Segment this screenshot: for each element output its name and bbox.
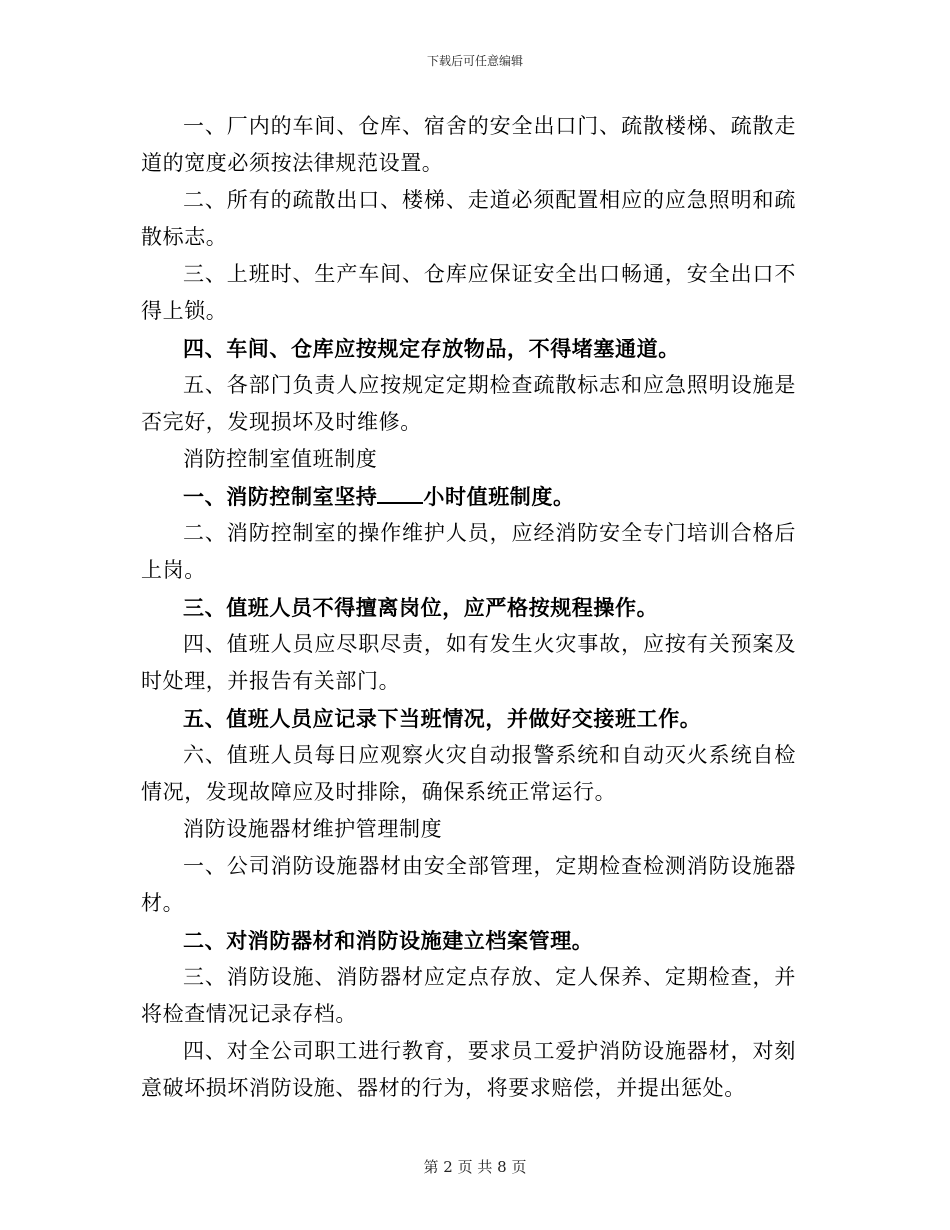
paragraph: 三、上班时、生产车间、仓库应保证安全出口畅通，安全出口不得上锁。	[141, 262, 796, 323]
document-body	[141, 108, 796, 1107]
paragraph: 四、值班人员应尽职尽责，如有发生火灾事故，应按有关预案及时处理，并报告有关部门。	[141, 632, 796, 693]
paragraph: 二、对消防器材和消防设施建立档案管理。	[183, 928, 594, 953]
paragraph: 四、车间、仓库应按规定存放物品，不得堵塞通道。	[183, 336, 680, 361]
section-title: 消防设施器材维护管理制度	[183, 817, 443, 841]
paragraph: 一、公司消防设施器材由安全部管理，定期检查检测消防设施器材。	[141, 854, 796, 915]
paragraph: 二、所有的疏散出口、楼梯、走道必须配置相应的应急照明和疏散标志。	[141, 188, 796, 249]
paragraph: 二、消防控制室的操作维护人员，应经消防安全专门培训合格后上岗。	[141, 521, 796, 582]
paragraph-text-before: 一、消防控制室坚持	[183, 484, 378, 509]
paragraph: 三、消防设施、消防器材应定点存放、定人保养、定期检查，并将检查情况记录存档。	[141, 965, 796, 1026]
paragraph	[141, 478, 796, 515]
paragraph: 四、对全公司职工进行教育，要求员工爱护消防设施器材，对刻意破坏损坏消防设施、器材的行为，将要求赔偿，并提出惩处。	[141, 1039, 796, 1100]
paragraph: 六、值班人员每日应观察火灾自动报警系统和自动灭火系统自检情况，发现故障应及时排除，确保系统正常运行。	[141, 743, 796, 804]
fill-in-blank	[377, 482, 423, 504]
paragraph: 五、值班人员应记录下当班情况，并做好交接班工作。	[183, 706, 702, 731]
page-header: 下载后可任意编辑	[426, 54, 523, 68]
paragraph: 三、值班人员不得擅离岗位，应严格按规程操作。	[183, 595, 659, 620]
paragraph-text-after: 小时值班制度。	[423, 484, 575, 509]
page-footer: 第 2 页 共 8 页	[423, 1158, 527, 1176]
paragraph: 一、厂内的车间、仓库、宿舍的安全出口门、疏散楼梯、疏散走道的宽度必须按法律规范设置。	[141, 114, 796, 175]
paragraph: 五、各部门负责人应按规定定期检查疏散标志和应急照明设施是否完好，发现损坏及时维修。	[141, 373, 796, 434]
section-title: 消防控制室值班制度	[183, 447, 378, 471]
